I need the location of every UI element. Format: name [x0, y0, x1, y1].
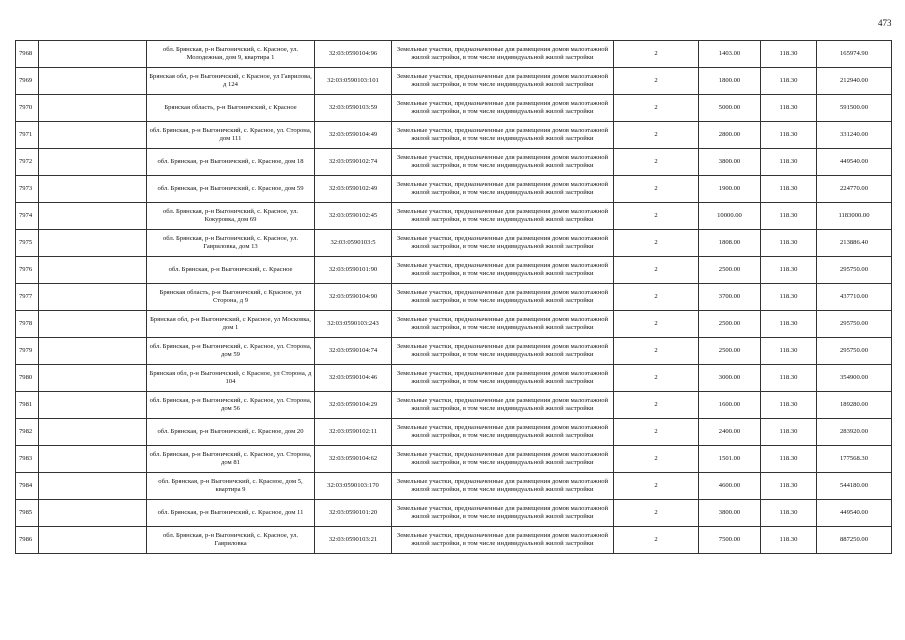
group-cell: 2 — [614, 446, 699, 473]
blank-cell — [39, 122, 147, 149]
table-row — [16, 230, 892, 257]
specific-value-cell: 118.30 — [761, 149, 817, 176]
table-body — [16, 41, 892, 554]
cadastral-number-cell: 32:03:0590104:49 — [315, 122, 392, 149]
cadastral-number-cell: 32:03:0590104:46 — [315, 365, 392, 392]
specific-value-cell: 118.30 — [761, 419, 817, 446]
blank-cell — [39, 392, 147, 419]
group-cell: 2 — [614, 473, 699, 500]
land-use-category-cell: Земельные участки, предназначенные для размещения домов малоэтажной жилой застройки, в том числе индивидуальной жилой застройки — [392, 203, 614, 230]
group-cell: 2 — [614, 122, 699, 149]
cadastral-value-cell: 295750.00 — [817, 311, 892, 338]
blank-cell — [39, 257, 147, 284]
area-cell: 3800.00 — [699, 500, 761, 527]
row-number: 7978 — [16, 311, 39, 338]
group-cell: 2 — [614, 365, 699, 392]
cadastral-value-cell: 449540.00 — [817, 500, 892, 527]
address-cell: обл. Брянская, р-н Выгоничский, с. Красное, ул. Кокуровка, дом 69 — [147, 203, 315, 230]
specific-value-cell: 118.30 — [761, 176, 817, 203]
land-use-category-cell: Земельные участки, предназначенные для размещения домов малоэтажной жилой застройки, в том числе индивидуальной жилой застройки — [392, 95, 614, 122]
cadastral-value-cell: 224770.00 — [817, 176, 892, 203]
specific-value-cell: 118.30 — [761, 95, 817, 122]
land-use-category-cell: Земельные участки, предназначенные для размещения домов малоэтажной жилой застройки, в том числе индивидуальной жилой застройки — [392, 473, 614, 500]
land-use-category-cell: Земельные участки, предназначенные для размещения домов малоэтажной жилой застройки, в том числе индивидуальной жилой застройки — [392, 419, 614, 446]
land-use-category-cell: Земельные участки, предназначенные для размещения домов малоэтажной жилой застройки, в том числе индивидуальной жилой застройки — [392, 230, 614, 257]
cadastral-number-cell: 32:03:0590104:29 — [315, 392, 392, 419]
table-row — [16, 527, 892, 554]
blank-cell — [39, 419, 147, 446]
cadastral-number-cell: 32:03:0590103:101 — [315, 68, 392, 95]
blank-cell — [39, 41, 147, 68]
address-cell: обл. Брянская, р-н Выгоничский, с. Красное, ул. Сторона, дом 59 — [147, 338, 315, 365]
table-row — [16, 365, 892, 392]
row-number: 7977 — [16, 284, 39, 311]
row-number: 7972 — [16, 149, 39, 176]
group-cell: 2 — [614, 203, 699, 230]
specific-value-cell: 118.30 — [761, 284, 817, 311]
blank-cell — [39, 365, 147, 392]
blank-cell — [39, 230, 147, 257]
cadastral-number-cell: 32:03:0590101:90 — [315, 257, 392, 284]
group-cell: 2 — [614, 392, 699, 419]
cadastral-number-cell: 32:03:0590104:96 — [315, 41, 392, 68]
land-use-category-cell: Земельные участки, предназначенные для размещения домов малоэтажной жилой застройки, в том числе индивидуальной жилой застройки — [392, 68, 614, 95]
blank-cell — [39, 527, 147, 554]
cadastral-value-cell: 437710.00 — [817, 284, 892, 311]
row-number: 7975 — [16, 230, 39, 257]
cadastral-number-cell: 32:03:0590102:45 — [315, 203, 392, 230]
land-use-category-cell: Земельные участки, предназначенные для размещения домов малоэтажной жилой застройки, в том числе индивидуальной жилой застройки — [392, 311, 614, 338]
row-number: 7979 — [16, 338, 39, 365]
area-cell: 1403.00 — [699, 41, 761, 68]
blank-cell — [39, 284, 147, 311]
area-cell: 2500.00 — [699, 257, 761, 284]
cadastral-value-cell: 189280.00 — [817, 392, 892, 419]
row-number: 7976 — [16, 257, 39, 284]
address-cell: обл. Брянская, р-н Выгоничский, с. Красное, дом 20 — [147, 419, 315, 446]
land-use-category-cell: Земельные участки, предназначенные для размещения домов малоэтажной жилой застройки, в том числе индивидуальной жилой застройки — [392, 392, 614, 419]
address-cell: Брянская область, р-н Выгоничский, с Красное — [147, 95, 315, 122]
group-cell: 2 — [614, 311, 699, 338]
address-cell: обл. Брянская, р-н Выгоничский, с. Красное, ул. Сторона, дом 111 — [147, 122, 315, 149]
specific-value-cell: 118.30 — [761, 392, 817, 419]
group-cell: 2 — [614, 41, 699, 68]
address-cell: обл. Брянская, р-н Выгоничский, с. Красное — [147, 257, 315, 284]
specific-value-cell: 118.30 — [761, 473, 817, 500]
land-use-category-cell: Земельные участки, предназначенные для размещения домов малоэтажной жилой застройки, в том числе индивидуальной жилой застройки — [392, 365, 614, 392]
group-cell: 2 — [614, 527, 699, 554]
group-cell: 2 — [614, 176, 699, 203]
land-use-category-cell: Земельные участки, предназначенные для размещения домов малоэтажной жилой застройки, в том числе индивидуальной жилой застройки — [392, 338, 614, 365]
cadastral-number-cell: 32:03:0590102:74 — [315, 149, 392, 176]
blank-cell — [39, 149, 147, 176]
table-row — [16, 176, 892, 203]
cadastral-number-cell: 32:03:0590102:11 — [315, 419, 392, 446]
table-row — [16, 311, 892, 338]
address-cell: обл. Брянская, р-н Выгоничский, с. Красное, дом 59 — [147, 176, 315, 203]
land-use-category-cell: Земельные участки, предназначенные для размещения домов малоэтажной жилой застройки, в том числе индивидуальной жилой застройки — [392, 41, 614, 68]
area-cell: 3700.00 — [699, 284, 761, 311]
cadastral-value-cell: 165974.90 — [817, 41, 892, 68]
row-number: 7980 — [16, 365, 39, 392]
area-cell: 10000.00 — [699, 203, 761, 230]
specific-value-cell: 118.30 — [761, 446, 817, 473]
specific-value-cell: 118.30 — [761, 203, 817, 230]
row-number: 7969 — [16, 68, 39, 95]
row-number: 7984 — [16, 473, 39, 500]
address-cell: Брянская обл, р-н Выгоничский, с Красное, ул Сторона, д 104 — [147, 365, 315, 392]
group-cell: 2 — [614, 338, 699, 365]
cadastral-number-cell: 32:03:0590102:49 — [315, 176, 392, 203]
address-cell: Брянская обл, р-н Выгоничский, с Красное, ул Гаврилова, д 124 — [147, 68, 315, 95]
land-use-category-cell: Земельные участки, предназначенные для размещения домов малоэтажной жилой застройки, в том числе индивидуальной жилой застройки — [392, 122, 614, 149]
address-cell: обл. Брянская, р-н Выгоничский, с. Красное, дом 18 — [147, 149, 315, 176]
specific-value-cell: 118.30 — [761, 122, 817, 149]
blank-cell — [39, 311, 147, 338]
group-cell: 2 — [614, 419, 699, 446]
land-use-category-cell: Земельные участки, предназначенные для размещения домов малоэтажной жилой застройки, в том числе индивидуальной жилой застройки — [392, 500, 614, 527]
area-cell: 7500.00 — [699, 527, 761, 554]
land-use-category-cell: Земельные участки, предназначенные для размещения домов малоэтажной жилой застройки, в том числе индивидуальной жилой застройки — [392, 149, 614, 176]
address-cell: обл. Брянская, р-н Выгоничский, с. Красное, ул. Гавриловка — [147, 527, 315, 554]
cadastral-value-cell: 212940.00 — [817, 68, 892, 95]
group-cell: 2 — [614, 284, 699, 311]
group-cell: 2 — [614, 149, 699, 176]
row-number: 7970 — [16, 95, 39, 122]
address-cell: обл. Брянская, р-н Выгоничский, с. Красное, ул. Сторона, дом 56 — [147, 392, 315, 419]
area-cell: 1808.00 — [699, 230, 761, 257]
table-row — [16, 68, 892, 95]
specific-value-cell: 118.30 — [761, 500, 817, 527]
specific-value-cell: 118.30 — [761, 41, 817, 68]
cadastral-value-cell: 887250.00 — [817, 527, 892, 554]
address-cell: Брянская область, р-н Выгоничский, с Красное, ул Сторона, д 9 — [147, 284, 315, 311]
cadastral-number-cell: 32:03:0590103:21 — [315, 527, 392, 554]
cadastral-value-cell: 354900.00 — [817, 365, 892, 392]
cadastral-number-cell: 32:03:0590103:170 — [315, 473, 392, 500]
land-use-category-cell: Земельные участки, предназначенные для размещения домов малоэтажной жилой застройки, в том числе индивидуальной жилой застройки — [392, 284, 614, 311]
group-cell: 2 — [614, 500, 699, 527]
blank-cell — [39, 473, 147, 500]
table-row — [16, 122, 892, 149]
table-row — [16, 257, 892, 284]
row-number: 7982 — [16, 419, 39, 446]
cadastral-number-cell: 32:03:0590101:20 — [315, 500, 392, 527]
specific-value-cell: 118.30 — [761, 338, 817, 365]
group-cell: 2 — [614, 95, 699, 122]
area-cell: 2500.00 — [699, 311, 761, 338]
specific-value-cell: 118.30 — [761, 311, 817, 338]
land-use-category-cell: Земельные участки, предназначенные для размещения домов малоэтажной жилой застройки, в том числе индивидуальной жилой застройки — [392, 257, 614, 284]
table-row — [16, 500, 892, 527]
table-row — [16, 392, 892, 419]
area-cell: 3000.00 — [699, 365, 761, 392]
group-cell: 2 — [614, 68, 699, 95]
blank-cell — [39, 203, 147, 230]
table-row — [16, 203, 892, 230]
row-number: 7968 — [16, 41, 39, 68]
cadastral-number-cell: 32:03:0590103:59 — [315, 95, 392, 122]
cadastral-value-cell: 283920.00 — [817, 419, 892, 446]
land-use-category-cell: Земельные участки, предназначенные для размещения домов малоэтажной жилой застройки, в том числе индивидуальной жилой застройки — [392, 446, 614, 473]
table-row — [16, 419, 892, 446]
address-cell: Брянская обл, р-н Выгоничский, с Красное, ул Московка, дом 1 — [147, 311, 315, 338]
cadastral-number-cell: 32:03:0590104:90 — [315, 284, 392, 311]
cadastral-value-cell: 1183000.00 — [817, 203, 892, 230]
specific-value-cell: 118.30 — [761, 527, 817, 554]
area-cell: 1501.00 — [699, 446, 761, 473]
row-number: 7986 — [16, 527, 39, 554]
area-cell: 2400.00 — [699, 419, 761, 446]
cadastral-number-cell: 32:03:0590103:243 — [315, 311, 392, 338]
blank-cell — [39, 446, 147, 473]
area-cell: 2800.00 — [699, 122, 761, 149]
specific-value-cell: 118.30 — [761, 365, 817, 392]
row-number: 7981 — [16, 392, 39, 419]
table-row — [16, 338, 892, 365]
blank-cell — [39, 338, 147, 365]
area-cell: 3800.00 — [699, 149, 761, 176]
row-number: 7971 — [16, 122, 39, 149]
cadastral-value-cell: 213886.40 — [817, 230, 892, 257]
cadastral-value-cell: 591500.00 — [817, 95, 892, 122]
address-cell: обл. Брянская, р-н Выгоничский, с. Красное, ул. Гавриловка, дом 13 — [147, 230, 315, 257]
address-cell: обл. Брянская, р-н Выгоничский, с. Красное, дом 5, квартира 9 — [147, 473, 315, 500]
cadastral-value-cell: 295750.00 — [817, 257, 892, 284]
land-use-category-cell: Земельные участки, предназначенные для размещения домов малоэтажной жилой застройки, в том числе индивидуальной жилой застройки — [392, 176, 614, 203]
page-number: 473 — [878, 18, 892, 28]
area-cell: 2500.00 — [699, 338, 761, 365]
area-cell: 4600.00 — [699, 473, 761, 500]
table-row — [16, 95, 892, 122]
specific-value-cell: 118.30 — [761, 257, 817, 284]
blank-cell — [39, 95, 147, 122]
area-cell: 5000.00 — [699, 95, 761, 122]
table-row — [16, 41, 892, 68]
address-cell: обл. Брянская, р-н Выгоничский, с. Красное, ул. Сторона, дом 81 — [147, 446, 315, 473]
land-use-category-cell: Земельные участки, предназначенные для размещения домов малоэтажной жилой застройки, в том числе индивидуальной жилой застройки — [392, 527, 614, 554]
specific-value-cell: 118.30 — [761, 230, 817, 257]
row-number: 7983 — [16, 446, 39, 473]
area-cell: 1900.00 — [699, 176, 761, 203]
table-row — [16, 284, 892, 311]
table-row — [16, 149, 892, 176]
blank-cell — [39, 68, 147, 95]
cadastral-number-cell: 32:03:0590104:62 — [315, 446, 392, 473]
cadastral-value-cell: 449540.00 — [817, 149, 892, 176]
cadastral-number-cell: 32:03:0590103:5 — [315, 230, 392, 257]
cadastral-value-cell: 331240.00 — [817, 122, 892, 149]
area-cell: 1600.00 — [699, 392, 761, 419]
table-row — [16, 473, 892, 500]
blank-cell — [39, 500, 147, 527]
group-cell: 2 — [614, 257, 699, 284]
cadastral-number-cell: 32:03:0590104:74 — [315, 338, 392, 365]
cadastral-value-cell: 295750.00 — [817, 338, 892, 365]
cadastral-value-cell: 177568.30 — [817, 446, 892, 473]
row-number: 7974 — [16, 203, 39, 230]
address-cell: обл. Брянская, р-н Выгоничский, с. Красное, ул. Молодежная, дом 9, квартира 1 — [147, 41, 315, 68]
specific-value-cell: 118.30 — [761, 68, 817, 95]
area-cell: 1800.00 — [699, 68, 761, 95]
cadastral-value-table — [15, 40, 892, 554]
row-number: 7973 — [16, 176, 39, 203]
blank-cell — [39, 176, 147, 203]
address-cell: обл. Брянская, р-н Выгоничский, с. Красное, дом 11 — [147, 500, 315, 527]
table-row — [16, 446, 892, 473]
group-cell: 2 — [614, 230, 699, 257]
row-number: 7985 — [16, 500, 39, 527]
cadastral-value-cell: 544180.00 — [817, 473, 892, 500]
